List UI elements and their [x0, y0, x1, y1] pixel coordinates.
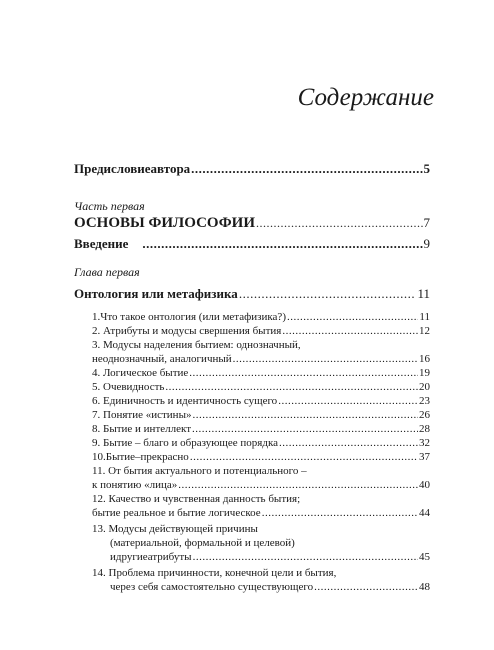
- toc-item[interactable]: 1.Что такое онтология (или метафизика?) ..... 11: [92, 311, 430, 323]
- toc-entry-label: ОСНОВЫ ФИЛОСОФИИ: [74, 215, 255, 231]
- chapter-heading: Глава первая: [74, 265, 140, 279]
- leader-dots: [282, 325, 418, 337]
- toc-item[interactable]: 2. Атрибуты и модусы свершения бытия ..... 12: [92, 325, 430, 337]
- toc-item[interactable]: 5. Очевидность ..... 20: [92, 381, 430, 393]
- leader-dots: [193, 551, 418, 563]
- toc-item-line: 11. От бытия актуального и потенциального –: [92, 465, 307, 477]
- toc-item-line: 14. Проблема причинности, конечной цели и бытия,: [92, 567, 337, 579]
- leader-dots: [142, 236, 422, 252]
- toc-item[interactable]: 8. Бытие и интеллект ..... 28: [92, 423, 430, 435]
- part-heading: Часть первая: [74, 199, 145, 213]
- leader-dots: [314, 581, 418, 593]
- leader-dots: [165, 381, 418, 393]
- toc-entry-page: 7: [423, 215, 430, 230]
- toc-item[interactable]: через себя самостоятельно существующего ..... 48: [110, 581, 430, 593]
- toc-entry-part-title[interactable]: [74, 215, 430, 232]
- leader-dots: [256, 216, 423, 231]
- leader-dots: [239, 286, 417, 302]
- leader-dots: [178, 479, 418, 491]
- toc-item[interactable]: 10.Бытие–прекрасно ..... 37: [92, 451, 430, 463]
- leader-dots: [279, 437, 418, 449]
- page-title: Содержание: [297, 84, 434, 111]
- leader-dots: [233, 353, 418, 365]
- toc-entry-preface[interactable]: [74, 161, 430, 177]
- toc-item-line: (материальной, формальной и целевой): [110, 537, 295, 549]
- leader-dots: [190, 451, 418, 463]
- toc-entry-label: Введение: [74, 236, 129, 251]
- toc-entry-page: 11: [417, 286, 430, 301]
- leader-dots: [287, 311, 418, 323]
- toc-entry-chapter-title[interactable]: [74, 286, 430, 302]
- toc-item[interactable]: бытие реальное и бытие логическое ..... 44: [92, 507, 430, 519]
- toc-entry-label: Онтология или метафизика: [74, 286, 238, 301]
- toc-item[interactable]: неоднозначный, аналогичный ..... 16: [92, 353, 430, 365]
- leader-dots: [262, 507, 418, 519]
- toc-entry-page: 5: [423, 161, 430, 176]
- toc-entry-page: 9: [423, 236, 430, 251]
- toc-item-line: 12. Качество и чувственная данность бытия;: [92, 493, 301, 505]
- toc-item[interactable]: 7. Понятие «истины» ..... 26: [92, 409, 430, 421]
- toc-item-line: 13. Модусы действующей причины: [92, 523, 258, 535]
- toc-item[interactable]: 9. Бытие – благо и образующее порядка ..... 32: [92, 437, 430, 449]
- toc-item[interactable]: идругиеатрибуты ..... 45: [110, 551, 430, 563]
- toc-entry-label: Предисловиеавтора: [74, 161, 191, 176]
- toc-item-line: 3. Модусы наделения бытием: однозначный,: [92, 339, 301, 351]
- leader-dots: [191, 161, 422, 177]
- toc-item[interactable]: 6. Единичность и идентичность сущего ..... 23: [92, 395, 430, 407]
- leader-dots: [192, 423, 418, 435]
- toc-entry-intro[interactable]: [74, 236, 430, 252]
- toc-item[interactable]: 4. Логическое бытие ..... 19: [92, 367, 430, 379]
- leader-dots: [278, 395, 418, 407]
- leader-dots: [189, 367, 418, 379]
- toc-item[interactable]: к понятию «лица» ..... 40: [92, 479, 430, 491]
- leader-dots: [192, 409, 418, 421]
